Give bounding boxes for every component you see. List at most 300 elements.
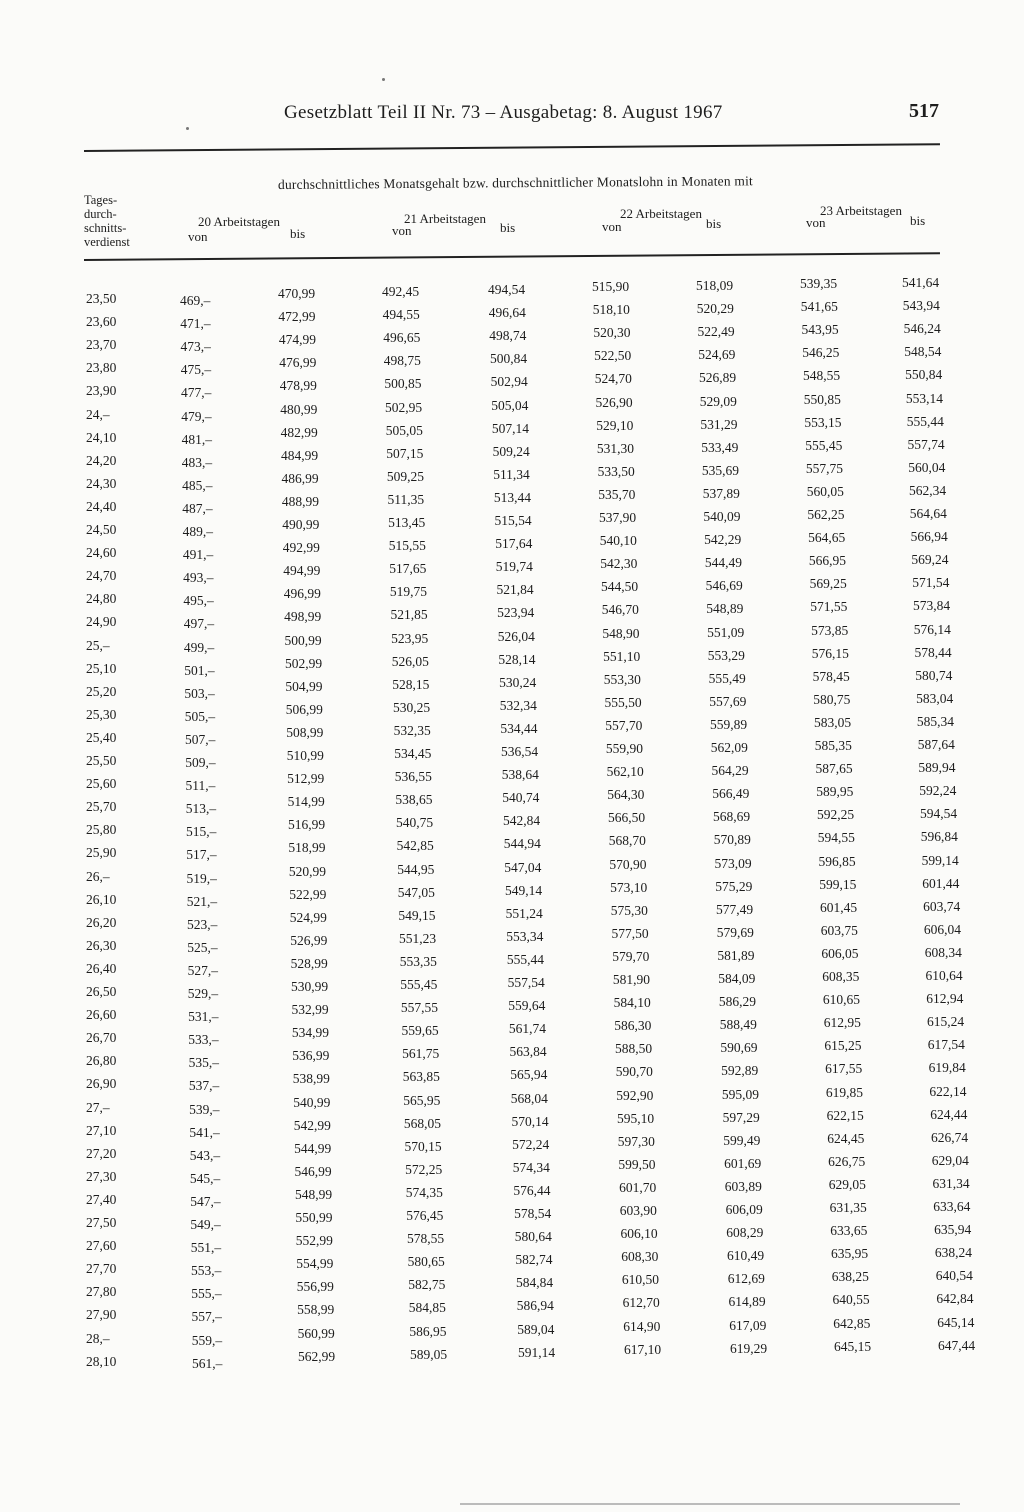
von-22-cell: 562,10 (606, 764, 644, 780)
von-23-cell: 587,65 (815, 761, 853, 777)
von-21-cell: 586,95 (409, 1323, 447, 1339)
bis-20-cell: 474,99 (278, 332, 317, 348)
bis-20-cell: 520,99 (288, 863, 327, 879)
von-21-cell: 505,05 (385, 422, 423, 438)
bis-23-cell: 642,84 (936, 1291, 974, 1307)
row-key-cell: 26,90 (86, 1076, 117, 1092)
bis-23-cell: 617,54 (927, 1037, 965, 1053)
bis-23-cell: 626,74 (931, 1129, 969, 1145)
bis-22-cell: 548,89 (706, 601, 744, 617)
von-22-cell: 581,90 (612, 972, 651, 987)
row-key-cell: 27,70 (86, 1261, 117, 1277)
von-23-cell: 560,05 (806, 483, 844, 499)
bis-22-cell: 526,89 (699, 370, 737, 386)
bis-20-cell: 546,99 (294, 1163, 332, 1179)
bis-21-cell: 532,34 (499, 697, 537, 713)
bis-21-cell: 572,24 (512, 1136, 550, 1152)
bis-21-cell: 589,04 (517, 1321, 555, 1337)
von-23-cell: 612,95 (823, 1015, 861, 1031)
row-key-cell: 28,10 (86, 1353, 117, 1369)
von-21-cell: 572,25 (405, 1161, 443, 1177)
group-label-21: 21 Arbeitstagen (404, 211, 486, 226)
von-23-cell: 550,85 (803, 391, 841, 407)
bis-21-cell: 513,44 (493, 489, 532, 505)
page-number: 517 (909, 100, 939, 122)
bis-23-cell: 564,64 (909, 506, 947, 521)
bis-23-cell: 546,24 (903, 321, 941, 337)
bis-22-cell: 608,29 (726, 1225, 764, 1241)
bis-23-cell: 548,54 (904, 344, 942, 360)
von-22-cell: 599,50 (618, 1156, 656, 1172)
von-21-cell: 496,65 (383, 330, 421, 346)
von-22-cell: 533,50 (597, 463, 635, 479)
von-23-cell: 638,25 (831, 1269, 869, 1285)
bis-23-cell: 647,44 (938, 1337, 976, 1353)
bis-22-cell: 584,09 (718, 971, 756, 986)
bis-23-cell: 585,34 (916, 713, 955, 729)
bis-22-cell: 570,89 (713, 832, 751, 848)
von-20-cell: 473,– (180, 339, 211, 355)
bis-20-cell: 488,99 (281, 493, 320, 509)
von-23-cell: 606,05 (821, 945, 859, 961)
bis-20-cell: 498,99 (284, 609, 322, 625)
bis-23-cell: 624,44 (930, 1106, 968, 1122)
von-21-cell: 589,05 (410, 1346, 448, 1362)
von-21-cell: 538,65 (395, 792, 433, 808)
bis-20-cell: 558,99 (297, 1302, 335, 1318)
von-21-cell: 580,65 (407, 1254, 445, 1270)
von-21-cell: 500,85 (384, 376, 422, 392)
von-22-cell: 601,70 (619, 1179, 657, 1195)
row-key-cell: 23,50 (86, 291, 117, 306)
von-23-cell: 571,55 (810, 599, 848, 615)
subheader-bis: bis (910, 213, 926, 228)
bis-21-cell: 586,94 (516, 1298, 554, 1314)
von-20-cell: 493,– (183, 570, 214, 586)
bis-23-cell: 596,84 (920, 829, 958, 845)
von-21-cell: 584,85 (408, 1300, 446, 1316)
bis-23-cell: 550,84 (905, 367, 943, 383)
von-22-cell: 590,70 (615, 1064, 653, 1080)
von-23-cell: 557,75 (805, 460, 844, 476)
row-key-cell: 24,80 (86, 591, 117, 607)
von-22-cell: 586,30 (614, 1018, 652, 1034)
bis-21-cell: 505,04 (491, 397, 529, 413)
row-key-cell: 25,50 (86, 753, 117, 768)
von-23-cell: 608,35 (822, 969, 860, 984)
bis-21-cell: 547,04 (504, 859, 542, 875)
von-23-cell: 631,35 (829, 1200, 867, 1215)
bis-23-cell: 557,74 (907, 436, 945, 452)
row-key-cell: 23,80 (86, 360, 117, 376)
bis-21-cell: 540,74 (502, 790, 540, 806)
von-21-cell: 547,05 (397, 884, 435, 900)
von-23-cell: 562,25 (807, 507, 845, 522)
scan-speck (382, 78, 385, 81)
bis-20-cell: 550,99 (295, 1210, 333, 1225)
row-key-cell: 27,50 (86, 1215, 117, 1230)
von-23-cell: 626,75 (828, 1153, 866, 1169)
bis-21-cell: 557,54 (507, 975, 545, 990)
bis-23-cell: 606,04 (923, 921, 962, 937)
row-key-cell: 27,40 (86, 1191, 117, 1207)
von-20-cell: 483,– (181, 454, 213, 470)
von-20-cell: 559,– (191, 1332, 223, 1348)
von-20-cell: 521,– (186, 893, 218, 909)
bis-22-cell: 520,29 (696, 301, 734, 317)
subheader-von: von (602, 219, 622, 234)
von-21-cell: 532,35 (393, 722, 431, 738)
von-23-cell: 601,45 (820, 899, 858, 915)
von-22-cell: 526,90 (595, 394, 633, 410)
bis-21-cell: 494,54 (488, 282, 526, 297)
row-key-cell: 26,40 (86, 960, 117, 976)
bis-20-cell: 522,99 (289, 886, 327, 902)
bis-22-cell: 562,09 (710, 740, 748, 755)
von-22-cell: 610,50 (621, 1272, 660, 1288)
von-23-cell: 548,55 (803, 368, 841, 384)
von-20-cell: 475,– (180, 362, 212, 378)
bis-23-cell: 599,14 (921, 852, 959, 868)
bis-21-cell: 528,14 (498, 651, 536, 667)
bis-22-cell: 557,69 (709, 693, 747, 709)
von-21-cell: 551,23 (399, 930, 437, 946)
von-23-cell: 603,75 (820, 922, 858, 938)
von-21-cell: 492,45 (382, 284, 420, 299)
bis-20-cell: 532,99 (291, 1002, 329, 1018)
von-23-cell: 617,55 (825, 1061, 863, 1077)
von-22-cell: 557,70 (605, 717, 643, 733)
bis-21-cell: 570,14 (511, 1113, 549, 1129)
bis-23-cell: 645,14 (937, 1314, 975, 1330)
bis-22-cell: 542,29 (704, 532, 742, 548)
bis-22-cell: 573,09 (714, 855, 752, 871)
row-key-cell: 24,– (86, 406, 110, 422)
von-23-cell: 645,15 (834, 1338, 872, 1354)
row-key-cell: 26,20 (86, 914, 117, 930)
von-23-cell: 594,55 (817, 830, 855, 846)
bis-23-cell: 608,34 (924, 944, 962, 960)
von-23-cell: 555,45 (805, 437, 843, 453)
von-21-cell: 561,75 (402, 1046, 440, 1062)
von-21-cell: 498,75 (383, 353, 421, 369)
bis-20-cell: 530,99 (291, 979, 329, 994)
von-22-cell: 540,10 (599, 533, 637, 549)
bis-23-cell: 569,24 (911, 552, 949, 568)
von-20-cell: 541,– (189, 1124, 220, 1140)
von-22-cell: 579,70 (612, 948, 650, 964)
von-20-cell: 551,– (190, 1240, 222, 1256)
bis-23-cell: 640,54 (935, 1268, 973, 1284)
von-22-cell: 555,50 (604, 694, 642, 710)
bis-22-cell: 603,89 (724, 1178, 762, 1194)
von-22-cell: 577,50 (611, 925, 649, 941)
bis-20-cell: 540,99 (293, 1094, 331, 1110)
row-key-cell: 25,30 (86, 706, 117, 722)
bis-20-cell: 526,99 (290, 932, 328, 948)
bis-23-cell: 629,04 (931, 1152, 969, 1168)
von-20-cell: 477,– (181, 385, 212, 401)
bis-20-cell: 544,99 (294, 1140, 332, 1156)
von-20-cell: 539,– (189, 1101, 220, 1117)
von-21-cell: 542,85 (396, 838, 434, 854)
von-23-cell: 576,15 (811, 645, 849, 661)
group-label-20: 20 Arbeitstagen (198, 214, 280, 229)
bis-21-cell: 580,64 (514, 1229, 552, 1245)
von-21-cell: 549,15 (398, 907, 436, 923)
von-22-cell: 559,90 (605, 741, 644, 756)
von-22-cell: 548,90 (602, 625, 640, 641)
von-21-cell: 517,65 (389, 561, 427, 577)
bis-21-cell: 502,94 (490, 374, 528, 390)
von-21-cell: 530,25 (393, 699, 431, 715)
von-23-cell: 592,25 (817, 807, 855, 823)
scan-speck (186, 127, 189, 130)
bis-21-cell: 576,44 (513, 1182, 551, 1198)
subheader-von: von (392, 223, 412, 238)
row-key-cell: 25,40 (86, 729, 117, 745)
row-key-cell: 24,50 (86, 522, 117, 537)
row-key-cell: 26,– (86, 868, 110, 884)
bis-21-cell: 530,24 (499, 674, 537, 690)
bis-20-cell: 548,99 (295, 1186, 333, 1202)
bis-22-cell: 617,09 (729, 1317, 767, 1333)
von-22-cell: 520,30 (593, 325, 631, 341)
von-21-cell: 526,05 (391, 653, 429, 669)
bis-20-cell: 490,99 (282, 517, 320, 532)
bis-21-cell: 496,64 (488, 305, 526, 321)
von-21-cell: 536,55 (394, 769, 432, 785)
group-label-23: 23 Arbeitstagen (820, 203, 902, 218)
bis-21-cell: 565,94 (510, 1067, 548, 1083)
row-key-cell: 27,– (86, 1099, 110, 1115)
bis-20-cell: 492,99 (282, 540, 320, 556)
von-23-cell: 578,45 (812, 668, 850, 684)
von-22-cell: 573,10 (610, 879, 648, 895)
von-20-cell: 499,– (183, 639, 215, 655)
von-20-cell: 531,– (188, 1009, 219, 1025)
bis-22-cell: 537,89 (702, 485, 740, 501)
row-key-cell: 26,70 (86, 1030, 117, 1046)
von-22-cell: 595,10 (617, 1110, 655, 1126)
bis-22-cell: 533,49 (701, 439, 739, 455)
bis-23-cell: 571,54 (912, 575, 950, 591)
bis-21-cell: 555,44 (506, 951, 545, 967)
von-23-cell: 633,65 (830, 1223, 868, 1239)
von-22-cell: 597,30 (617, 1133, 655, 1149)
bis-21-cell: 536,54 (501, 744, 539, 759)
von-22-cell: 553,30 (603, 671, 641, 687)
bis-22-cell: 601,69 (724, 1155, 762, 1171)
von-22-cell: 592,90 (616, 1087, 654, 1103)
bis-21-cell: 582,74 (515, 1252, 553, 1268)
bis-20-cell: 552,99 (295, 1233, 333, 1249)
bis-22-cell: 575,29 (715, 878, 753, 894)
row-label-line: schnitts- (84, 221, 127, 235)
bis-20-cell: 494,99 (283, 563, 321, 579)
bis-20-cell: 508,99 (286, 724, 324, 740)
von-21-cell: 509,25 (386, 468, 425, 484)
von-21-cell: 507,15 (386, 445, 424, 461)
bis-23-cell: 631,34 (932, 1175, 970, 1191)
bis-22-cell: 614,89 (728, 1294, 766, 1310)
bis-20-cell: 500,99 (284, 632, 322, 648)
von-23-cell: 640,55 (832, 1292, 870, 1308)
bis-23-cell: 576,14 (913, 621, 951, 637)
von-23-cell: 635,95 (831, 1246, 869, 1262)
row-key-cell: 25,– (86, 637, 110, 653)
bis-22-cell: 529,09 (699, 393, 737, 409)
subheader-bis: bis (500, 220, 516, 235)
bis-21-cell: 578,54 (514, 1206, 552, 1221)
bis-21-cell: 521,84 (496, 582, 534, 598)
bis-20-cell: 516,99 (288, 817, 326, 833)
von-21-cell: 494,55 (382, 307, 420, 323)
von-23-cell: 642,85 (833, 1315, 871, 1331)
von-23-cell: 622,15 (826, 1107, 864, 1123)
von-22-cell: 522,50 (594, 348, 632, 364)
bis-23-cell: 622,14 (929, 1083, 967, 1099)
row-key-cell: 27,30 (86, 1168, 117, 1184)
von-20-cell: 501,– (184, 662, 215, 678)
von-20-cell: 507,– (185, 731, 216, 747)
bis-21-cell: 584,84 (516, 1275, 554, 1291)
von-23-cell: 541,65 (800, 299, 838, 315)
row-key-cell: 25,10 (86, 660, 117, 676)
von-21-cell: 511,35 (387, 491, 425, 507)
von-22-cell: 542,30 (600, 556, 638, 572)
row-key-cell: 23,90 (86, 383, 117, 399)
von-22-cell: 568,70 (608, 833, 646, 849)
von-22-cell: 535,70 (598, 486, 636, 502)
row-key-cell: 24,10 (86, 429, 117, 445)
bis-23-cell: 587,64 (917, 737, 955, 752)
von-21-cell: 563,85 (402, 1069, 440, 1085)
bis-20-cell: 506,99 (285, 701, 323, 717)
von-21-cell: 574,35 (405, 1184, 443, 1200)
von-20-cell: 509,– (185, 755, 216, 770)
bis-21-cell: 519,74 (495, 559, 533, 575)
row-key-cell: 26,30 (86, 937, 117, 953)
bis-21-cell: 563,84 (509, 1044, 547, 1060)
von-22-cell: 566,50 (608, 810, 646, 826)
bis-22-cell: 555,49 (708, 670, 746, 686)
bis-21-cell: 517,64 (495, 536, 533, 552)
von-21-cell: 582,75 (408, 1277, 446, 1293)
von-20-cell: 513,– (185, 801, 217, 817)
von-22-cell: 564,30 (607, 787, 645, 803)
bis-22-cell: 606,09 (725, 1202, 763, 1217)
von-22-cell: 608,30 (621, 1249, 659, 1265)
bis-22-cell: 518,09 (696, 278, 734, 293)
bis-20-cell: 562,99 (298, 1348, 336, 1364)
bis-23-cell: 560,04 (908, 459, 946, 475)
von-20-cell: 535,– (188, 1055, 219, 1071)
von-22-cell: 546,70 (601, 602, 639, 618)
bis-20-cell: 472,99 (278, 309, 316, 325)
bis-20-cell: 518,99 (288, 840, 326, 856)
von-22-cell: 614,90 (623, 1318, 661, 1334)
von-20-cell: 511,– (185, 778, 216, 794)
row-key-cell: 24,70 (86, 568, 117, 584)
von-20-cell: 561,– (192, 1355, 223, 1371)
bis-20-cell: 560,99 (297, 1325, 335, 1341)
row-key-cell: 24,20 (86, 452, 117, 468)
von-20-cell: 549,– (190, 1217, 221, 1232)
von-20-cell: 533,– (188, 1032, 219, 1048)
bis-21-cell: 553,34 (506, 928, 544, 944)
von-20-cell: 527,– (187, 962, 218, 978)
bis-21-cell: 526,04 (497, 628, 535, 644)
bis-22-cell: 544,49 (704, 555, 743, 571)
bis-20-cell: 486,99 (281, 470, 319, 486)
von-20-cell: 537,– (188, 1078, 220, 1094)
bis-20-cell: 482,99 (280, 424, 318, 440)
bis-20-cell: 484,99 (281, 447, 319, 463)
von-23-cell: 624,45 (827, 1130, 865, 1146)
bis-21-cell: 559,64 (508, 998, 546, 1014)
von-23-cell: 553,15 (804, 414, 842, 430)
row-key-cell: 24,60 (86, 545, 117, 561)
von-23-cell: 580,75 (813, 691, 851, 707)
von-20-cell: 517,– (186, 847, 217, 863)
table-header-rule (84, 252, 940, 261)
row-label-line: durch- (84, 207, 117, 221)
row-key-cell: 26,10 (86, 891, 117, 907)
von-21-cell: 568,05 (403, 1115, 442, 1131)
bis-22-cell: 568,69 (713, 809, 751, 825)
von-22-cell: 606,10 (620, 1226, 658, 1242)
von-23-cell: 585,35 (814, 738, 852, 753)
von-20-cell: 479,– (181, 408, 212, 424)
von-23-cell: 596,85 (818, 853, 856, 869)
bis-23-cell: 592,24 (919, 783, 957, 799)
von-23-cell: 610,65 (822, 992, 861, 1008)
row-key-cell: 24,90 (86, 614, 117, 630)
bis-22-cell: 551,09 (707, 624, 745, 640)
row-key-cell: 26,60 (86, 1007, 117, 1023)
von-23-cell: 573,85 (811, 622, 849, 638)
bis-21-cell: 568,04 (510, 1090, 548, 1106)
row-key-cell: 26,50 (86, 984, 117, 999)
bis-22-cell: 564,29 (711, 763, 749, 779)
bis-20-cell: 502,99 (285, 655, 323, 671)
bis-20-cell: 510,99 (286, 748, 324, 763)
bis-23-cell: 638,24 (934, 1245, 973, 1261)
subheader-von: von (188, 229, 208, 244)
bis-22-cell: 540,09 (703, 509, 741, 524)
von-20-cell: 553,– (191, 1263, 222, 1279)
row-key-cell: 25,80 (86, 822, 117, 838)
bis-21-cell: 511,34 (493, 466, 530, 482)
bis-23-cell: 635,94 (934, 1222, 972, 1238)
row-key-cell: 27,60 (86, 1238, 117, 1254)
bis-23-cell: 610,64 (925, 968, 963, 983)
von-23-cell: 619,85 (825, 1084, 864, 1100)
bis-23-cell: 615,24 (927, 1014, 965, 1030)
bis-21-cell: 591,14 (518, 1344, 556, 1360)
bis-20-cell: 476,99 (279, 355, 317, 371)
bis-22-cell: 619,29 (730, 1340, 768, 1356)
bis-21-cell: 549,14 (505, 882, 543, 898)
bis-22-cell: 559,89 (710, 716, 748, 732)
bis-20-cell: 536,99 (292, 1048, 330, 1064)
von-23-cell: 583,05 (814, 714, 852, 730)
bis-21-cell: 544,94 (503, 836, 541, 852)
row-label-line: Tages- (84, 193, 118, 207)
row-key-cell: 28,– (86, 1330, 110, 1346)
row-key-cell: 27,90 (86, 1307, 117, 1323)
